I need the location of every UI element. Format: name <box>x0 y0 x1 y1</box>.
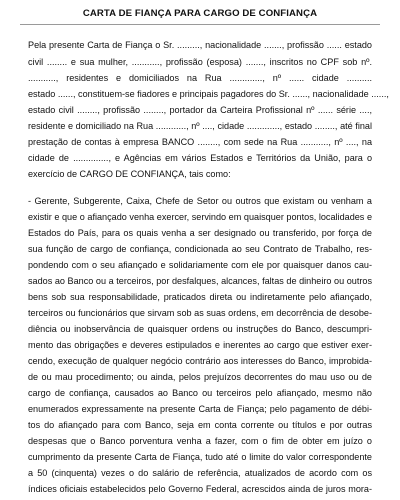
paragraph1-line: Pela presente Carta de Fiança o Sr. ........., nacionalidade ......., profissão ...... estado <box>28 40 372 50</box>
paragraph2-line: enumerados expressamente na presente Carta de Fiança; pelo pagamento de débi- <box>28 404 372 414</box>
paragraph1-line: residente e domiciliado na Rua ............, nº ...., cidade ............., estado ........, até final <box>28 121 372 131</box>
paragraph2-line: mento das obrigações e deveres estipulados e inerentes ao cargo que estiver exer- <box>28 340 372 350</box>
title-divider <box>20 24 380 25</box>
paragraph2-line: diência ou inobservância de quaisquer ordens ou instruções do Banco, descumpri- <box>28 324 372 334</box>
paragraph1-line: civil ........ e sua mulher, ..........., profissão (esposa) ......., inscritos no CPF sob nº. <box>28 57 372 67</box>
paragraph2-line: bens sob sua responsabilidade, praticados direta ou indiretamente pelo afiançado, <box>28 292 372 302</box>
paragraph2-line: tos do afiançado para com Banco, seja em conta corrente ou títulos e por outras <box>28 420 372 430</box>
paragraph2-line: pondendo com o seu afiançado e solidariamente com ele por quaisquer danos cau- <box>28 260 372 270</box>
paragraph1-line: ..........., residentes e domiciliados na Rua ............., nº ...... cidade .......... <box>28 73 372 83</box>
paragraph2-line: de ou mau procedimento; ou ainda, pelos prejuízos decorrentes do mau uso ou de <box>28 372 372 382</box>
paragraph2-line: cumprimento da presente Carta de Fiança, tudo até o limite do valor correspondente <box>28 452 372 462</box>
paragraph1-line: exercício de CARGO DE CONFIANÇA, tais como: <box>28 169 231 179</box>
paragraph1-line: prestação de contas à empresa BANCO ........, com sede na Rua ..........., nº ...., na <box>28 137 372 147</box>
paragraph2-line: sua função de cargo de confiança, condicionada ao seu Contrato de Trabalho, res- <box>28 244 372 254</box>
paragraph2-line: existir e que o afiançado venha exercer, servindo em quaisquer pontos, localidades e <box>28 212 372 222</box>
paragraph2-line: terceiros ou funcionários que sirvam sob as suas ordens, em decorrência de desobe- <box>28 308 372 318</box>
paragraph2-line: índices oficiais estabelecidos pelo Governo Federal, acrescidos ainda de juros mora- <box>28 484 372 494</box>
paragraph2-line: despesas que o Banco porventura venha a fazer, com o fim de obter em juízo o <box>28 436 372 446</box>
paragraph1-line: estado civil ........, profissão ........, portador da Carteira Profissional nº ...... série ...., <box>28 105 372 115</box>
paragraph2-line: sados ao Banco ou a terceiros, por desfalques, alcances, faltas de dinheiro ou outros <box>28 276 372 286</box>
paragraph2-line: Estados do País, para os quais venha a ser designado ou transferido, por força de <box>28 228 372 238</box>
paragraph1-line: estado ......, constituem-se fiadores e principais pagadores do Sr. ......, nacionalidade ......, <box>28 89 389 99</box>
paragraph1-line: cidade de .............., e Agências em vários Estados e Territórios da União, para o <box>28 153 372 163</box>
paragraph2-line: a 50 (cinquenta) vezes o do salário de referência, atualizados de acordo com os <box>28 468 372 478</box>
paragraph2-line: cendo, execução de qualquer negócio contrário aos interesses do Banco, improbida- <box>28 356 372 366</box>
paragraph2-line: - Gerente, Subgerente, Caixa, Chefe de Setor ou outros que existam ou venham a <box>28 196 372 206</box>
document-title: CARTA DE FIANÇA PARA CARGO DE CONFIANÇA <box>82 8 318 19</box>
paragraph2-line: cargo de confiança, causados ao Banco ou terceiros pelo afiançado, mesmo não <box>28 388 372 398</box>
